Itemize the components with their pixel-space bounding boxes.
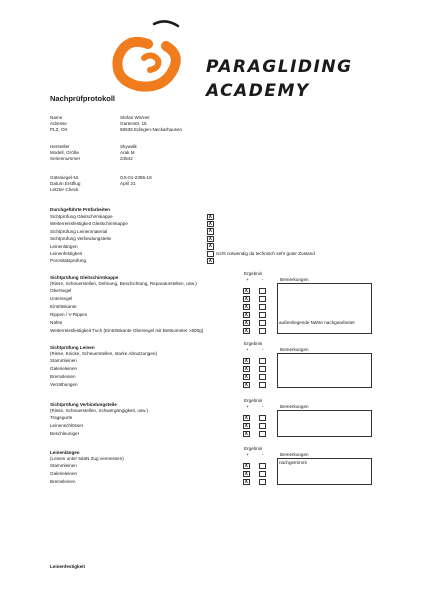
- result-minus-checkbox: [259, 374, 266, 381]
- result-header-remarks: Bemerkungen: [280, 277, 309, 282]
- kv-row: Modell, Größe Arak M: [50, 150, 135, 155]
- result-minus-checkbox: [259, 423, 266, 430]
- performed-item-label: Sichtprüfung Gleitschirmkappe: [50, 214, 113, 219]
- section-row-label: Bremsleinen: [50, 479, 76, 484]
- performed-checkbox: X: [208, 257, 212, 264]
- result-plus-checkbox: X: [244, 414, 248, 421]
- result-minus-checkbox: [259, 479, 266, 486]
- performed-item-label: Leinenfestigkeit: [50, 251, 82, 256]
- performed-checkbox: X: [208, 243, 212, 250]
- result-minus-checkbox: [259, 312, 266, 319]
- result-minus-checkbox: [259, 431, 266, 438]
- result-header-plus: +: [246, 347, 249, 352]
- brand-name-line2: ACADEMY: [206, 81, 310, 101]
- kv-row: PLZ, Ort 68535 Edingen-Neckarhausen: [50, 127, 183, 132]
- result-header-minus: -: [262, 347, 264, 352]
- performed-checkbox: X: [208, 213, 212, 220]
- section-subheading: (Risse, Knicke, Scheuerstellen, starke Abnutzungen): [50, 351, 157, 356]
- result-plus-checkbox: X: [244, 303, 248, 310]
- remarks-box: [277, 283, 372, 334]
- kv-row: Seriennummer 24542: [50, 156, 133, 161]
- result-header-minus: -: [262, 404, 264, 409]
- page-title: Nachprüfprotokoll: [50, 94, 115, 103]
- result-minus-checkbox: [259, 304, 266, 311]
- result-plus-checkbox: X: [244, 327, 248, 334]
- section-row-label: Galerieleinen: [50, 366, 78, 371]
- remarks-text: außenliegende Nähte nachgearbeitet: [279, 320, 355, 325]
- kv-row: Name Stefan Wörner: [50, 115, 150, 120]
- logo: [108, 14, 188, 94]
- section-row-label: Verräthungen: [50, 382, 78, 387]
- result-plus-checkbox: X: [244, 430, 248, 437]
- result-plus-checkbox: X: [244, 365, 248, 372]
- section-row-label: Galerieleinen: [50, 471, 78, 476]
- section-row-label: Obersegel: [50, 288, 72, 293]
- performed-heading: Durchgeführte Prüfarbeiten: [50, 207, 110, 212]
- result-header-ergebnis: Ergebnis: [244, 271, 263, 276]
- result-header-plus: +: [246, 404, 249, 409]
- result-header-minus: -: [262, 277, 264, 282]
- section-row-label: Tragegurte: [50, 415, 73, 420]
- remarks-box: [277, 410, 372, 437]
- result-plus-checkbox: X: [244, 311, 248, 318]
- result-minus-checkbox: [259, 366, 266, 373]
- section-row-label: Beschleuniger: [50, 431, 80, 436]
- section-heading: Sichtprüfung Leinen: [50, 345, 95, 350]
- result-plus-checkbox: X: [244, 319, 248, 326]
- footer-heading: Leinenfestigkeit: [50, 564, 85, 569]
- section-row-label: Stammleinen: [50, 463, 77, 468]
- section-subheading: (Leinen unter 5daN Zug vermessen): [50, 456, 124, 461]
- section-row-label: Stammleinen: [50, 358, 77, 363]
- result-minus-checkbox: [259, 288, 266, 295]
- section-row-label: Eintrittskante: [50, 304, 77, 309]
- section-subheading: (Risse, Scheuerstellen, Dehnung, Beschichtung, Reparaturstellen, usw.): [50, 281, 197, 286]
- result-minus-checkbox: [259, 415, 266, 422]
- result-plus-checkbox: X: [244, 357, 248, 364]
- section-row-label: Nähte: [50, 320, 63, 325]
- result-minus-checkbox: [259, 328, 266, 335]
- result-plus-checkbox: X: [244, 478, 248, 485]
- result-header-plus: +: [246, 277, 249, 282]
- remarks-box: [277, 353, 372, 388]
- result-header-ergebnis: Ergebnis: [244, 446, 263, 451]
- result-header-minus: -: [262, 452, 264, 457]
- result-header-ergebnis: Ergebnis: [244, 341, 263, 346]
- result-minus-checkbox: [259, 296, 266, 303]
- result-header-plus: +: [246, 452, 249, 457]
- section-row-label: Untersegel: [50, 296, 73, 301]
- result-header-remarks: Bemerkungen: [280, 452, 309, 457]
- section-heading: Sichtprüfung Verbindungsteile: [50, 402, 117, 407]
- section-row-label: Rippen / V-Rippen: [50, 312, 88, 317]
- result-minus-checkbox: [259, 382, 266, 389]
- result-plus-checkbox: X: [244, 287, 248, 294]
- result-minus-checkbox: [259, 463, 266, 470]
- kv-row: Datum Erstflug April 21: [50, 181, 136, 186]
- result-plus-checkbox: X: [244, 295, 248, 302]
- section-row-label: Weiterreissfestigkeit Tuch (Eintrittskante Obersegel mit Bettsometer >600g): [50, 328, 204, 333]
- performed-item-label: Weiterreissfestigkeit Gleitschirmkappe: [50, 221, 128, 227]
- section-row-label: Leinenschlösser: [50, 423, 84, 428]
- kv-row: Letzter Check: [50, 187, 79, 192]
- performed-checkbox: X: [208, 235, 212, 242]
- section-row-label: Bremsleinen: [50, 374, 76, 379]
- result-minus-checkbox: [259, 358, 266, 365]
- remarks-text: nachgetrimmt: [279, 460, 307, 465]
- brand-name-line1: PARAGLIDING: [206, 57, 353, 77]
- result-header-remarks: Bemerkungen: [280, 347, 309, 352]
- kv-row: Hersteller Skywalk: [50, 144, 137, 149]
- kv-row: Adresse Gartenstr. 15: [50, 121, 147, 126]
- performed-item-label: Sichtprüfung Verbindungsteile: [50, 236, 112, 242]
- result-minus-checkbox: [259, 320, 266, 327]
- customer-block: [50, 115, 182, 133]
- result-header-ergebnis: Ergebnis: [244, 398, 263, 403]
- glider-block: [50, 144, 137, 162]
- section-heading: Sichtprüfung Gleitschirmkappe: [50, 275, 119, 280]
- performed-item-label: Leinenlängen: [50, 243, 78, 249]
- result-plus-checkbox: X: [244, 470, 248, 477]
- result-plus-checkbox: X: [244, 381, 248, 388]
- result-plus-checkbox: X: [244, 462, 248, 469]
- result-minus-checkbox: [259, 471, 266, 478]
- kv-row: Gütesiegel-Nr. GS-01-2395-18: [50, 175, 152, 180]
- result-plus-checkbox: X: [244, 373, 248, 380]
- result-header-remarks: Bemerkungen: [280, 404, 309, 409]
- result-plus-checkbox: X: [244, 422, 248, 429]
- section-heading: Leinenlängen: [50, 450, 80, 455]
- performed-checkbox: X: [208, 228, 212, 235]
- performed-item-label: Sichtprüfung Leinenmaterial: [50, 228, 108, 234]
- paragliding-academy-logo-icon: [108, 14, 188, 94]
- section-subheading: (Risse, Scheuerstellen, Schwergängigkeit, usw.): [50, 408, 149, 413]
- certification-block: [50, 175, 152, 193]
- performed-checkbox: [207, 251, 214, 258]
- performed-checkbox: X: [208, 220, 212, 227]
- performed-item-note: nicht notwendig da technisch sehr guter Zustand: [216, 251, 315, 256]
- performed-item-label: Porositätsprüfung: [50, 258, 87, 264]
